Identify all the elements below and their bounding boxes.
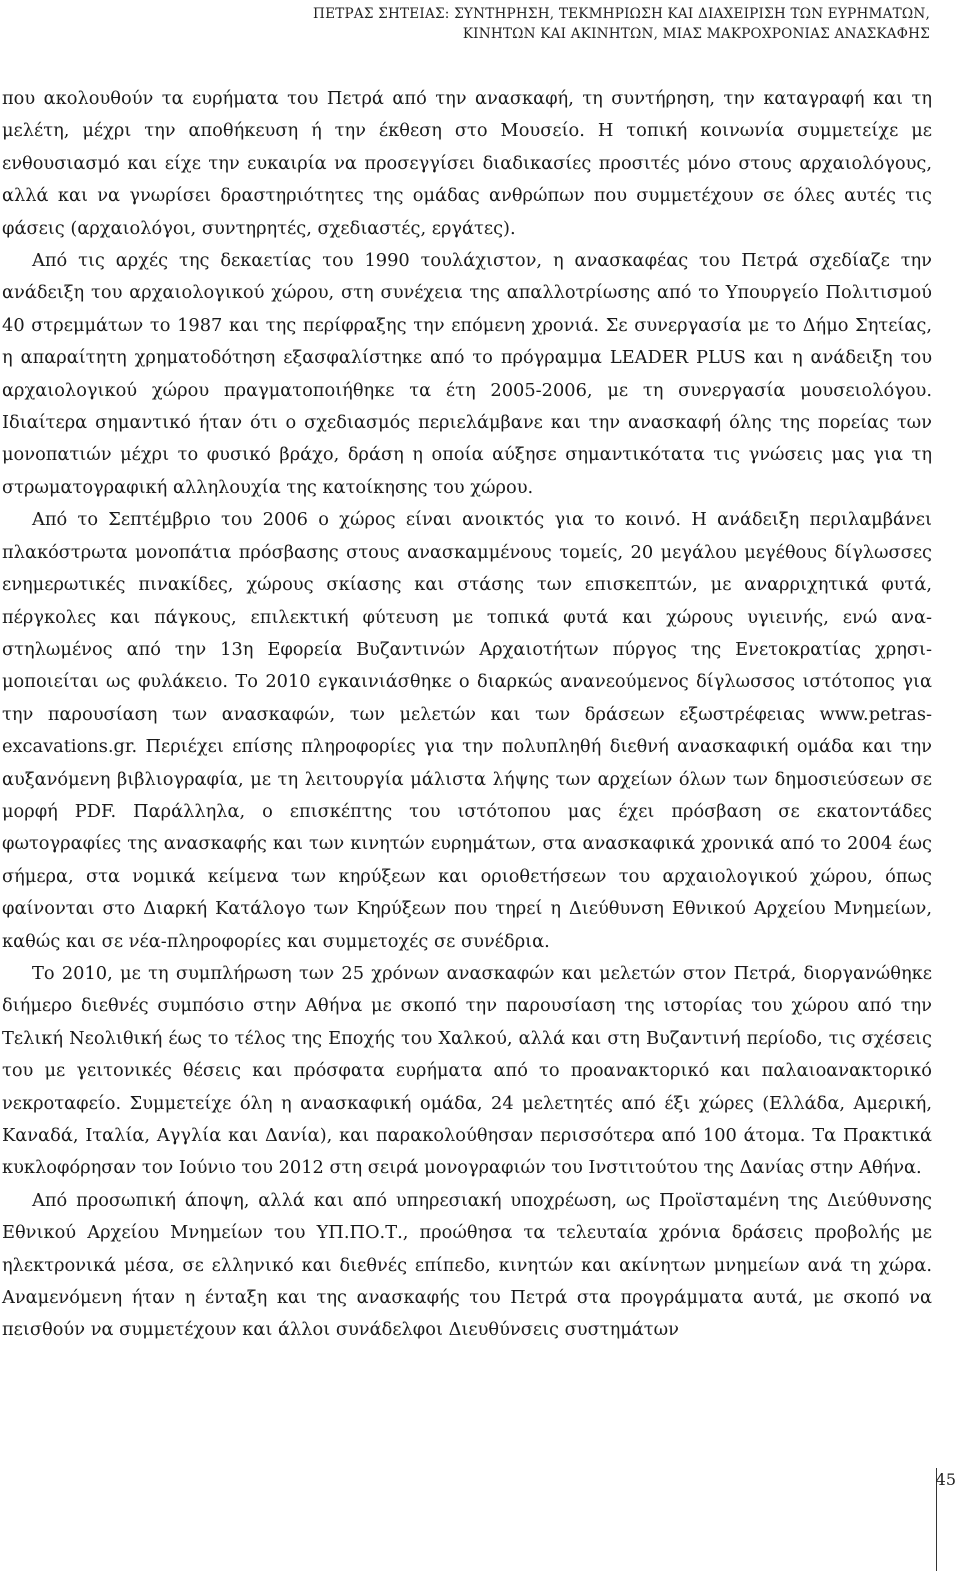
page-number: 45 [935, 1470, 956, 1489]
paragraph-1: που ακολουθούν τα ευρήματα του Πετρά από την ανασκαφή, τη συντήρηση, την καταγραφή και τη μελέτη, μέχρι την αποθήκευση ή την έκθεση στο Μουσείο. Η τοπική κοινωνία συμμετείχε με ενθουσιασμό και είχε την ευκαιρία να προσεγγίσει διαδικασίες προσιτές μόνο στους αρχαιολόγους, αλλά και να γνωρίσει δραστηριότητες της ομάδας ανθρώπων που συμμετέχουν σε όλες αυτές τις φάσεις (αρχαιολόγοι, συντηρητές, σχεδιαστές, εργάτες). [2, 88, 932, 239]
paragraph-3: Από το Σεπτέμβριο του 2006 ο χώρος είναι ανοικτός για το κοινό. Η ανάδειξη περιλαμβάνει πλακόστρωτα μονοπάτια πρόσβασης στους ανασκαμμένους τομείς, 20 μεγάλου μεγέθους δίγλωσσες ενημερωτικές πινακίδες, χώρους σκίασης και στάσης των επισκεπτών, με αναρριχητικά φυτά, πέργκολες και πάγκους, επιλεκτική φύτευση με τοπικά φυτά και χώρους υγιεινής, ενώ αναστηλωμένος από την 13η Εφορεία Βυζαντινών Αρχαιοτήτων πύργος της Ενετοκρατίας χρησιμοποιείται ως φυλάκειο. Το 2010 εγκαινιάσθηκε ο διαρκώς ανανεούμενος δίγλωσσος ιστότοπος για την παρουσίαση των ανασκαφών, των μελετών και των δράσεων εξωστρέφειας www.petras-excavations.gr. Περιέχει επίσης πληροφορίες για την πολυπληθή διεθνή ανασκαφική ομάδα και την αυξανόμενη βιβλιογραφία, με τη λειτουργία μάλιστα λήψης των αρχείων όλων των δημοσιεύσεων σε μορφή PDF. Παράλληλα, ο επισκέπτης του ιστότοπου μας έχει πρόσβαση σε εκατοντάδες φωτογραφίες της ανασκαφής και των κινητών ευρημάτων, στα ανασκαφικά χρονικά από το 2004 έως σήμερα, στα νομικά κείμενα των κηρύξεων και οριοθετήσεων του αρχαιολογικού χώρου, όπως φαίνονται στο Διαρκή Κατάλογο των Κηρύξεων που τηρεί η Διεύθυνση Εθνικού Αρχείου Μνημείων, καθώς και σε νέα-πληροφορίες και συμμετοχές σε συνέδρια. [2, 509, 932, 952]
paragraph-2: Από τις αρχές της δεκαετίας του 1990 τουλάχιστον, η ανασκαφέας του Πετρά σχεδίαζε την ανάδειξη του αρχαιολογικού χώρου, στη συνέχεια της απαλλοτρίωσης από το Υπουργείο Πολιτισμού 40 στρεμμάτων το 1987 και της περίφραξης την επόμενη χρονιά. Σε συνεργασία με το Δήμο Σητείας, η απαραίτητη χρηματοδότηση εξασφαλίστηκε από το πρόγραμμα LEADER PLUS και η ανάδειξη του αρχαιολογικού χώρου πραγματοποιήθηκε τα έτη 2005-2006, με τη συνεργασία μουσειολόγου. Ιδιαίτερα σημαντικό ήταν ότι ο σχεδιασμός περιελάμβανε και την ανασκαφή όλης της πορείας των μονοπατιών μέχρι το φυσικό βράχο, δράση η οποία αύξησε σημαντικότατα τις γνώσεις μας για τη στρωματογραφική αλληλουχία της κατοίκησης του χώρου. [2, 250, 932, 498]
running-header-line-1: ΠΕΤΡΑΣ ΣΗΤΕΙΑΣ: ΣΥΝΤΗΡΗΣΗ, ΤΕΚΜΗΡΙΩΣΗ ΚΑΙ ΔΙΑΧΕΙΡΙΣΗ ΤΩΝ ΕΥΡΗΜΑΤΩΝ, [313, 6, 930, 22]
paragraph-4: Το 2010, με τη συμπλήρωση των 25 χρόνων ανασκαφών και μελετών στον Πετρά, διοργανώθηκε διήμερο διεθνές συμπόσιο στην Αθήνα με σκοπό την παρουσίαση της ιστορίας του χώρου από την Τελική Νεολιθική έως το τέλος της Εποχής του Χαλκού, αλλά και στη Βυζαντινή περίοδο, τις σχέσεις του με γειτονικές θέσεις και πρόσφατα ευρήματα από το προανακτορικό και παλαιοανακτορικό νεκροταφείο. Συμμετείχε όλη η ανασκαφική ομάδα, 24 μελετητές από έξι χώρες (Ελλάδα, Αμερική, Καναδά, Ιταλία, Αγγλία και Δανία), και παρακολούθησαν περισσότερα από 100 άτομα. Τα Πρακτικά κυκλοφόρησαν τον Ιούνιο του 2012 στη σειρά μονογραφιών του Ινστιτούτου της Δανίας στην Αθήνα. [2, 962, 932, 1179]
running-header [30, 4, 930, 44]
body-text [2, 83, 932, 1347]
running-header-line-2: ΚΙΝΗΤΩΝ ΚΑΙ ΑΚΙΝΗΤΩΝ, ΜΙΑΣ ΜΑΚΡΟΧΡΟΝΙΑΣ ΑΝΑΣΚΑΦΗΣ [462, 26, 930, 42]
paragraph-5: Από προσωπική άποψη, αλλά και από υπηρεσιακή υποχρέωση, ως Προϊσταμένη της Διεύθυνσης Εθνικού Αρχείου Μνημείων του ΥΠ.ΠΟ.Τ., προώθησα τα τελευταία χρόνια δράσεις προβολής με ηλεκτρονικά μέσα, σε ελληνικό και διεθνές επίπεδο, κινητών και ακίνητων μνημείων ανά τη χώρα. Αναμενόμενη ήταν η ένταξη και της ανασκαφής του Πετρά στα προγράμματα αυτά, με σκοπό να πεισθούν να συμμετέχουν και άλλοι συνάδελφοι Διευθύνσεις συστημάτων [2, 1189, 932, 1341]
